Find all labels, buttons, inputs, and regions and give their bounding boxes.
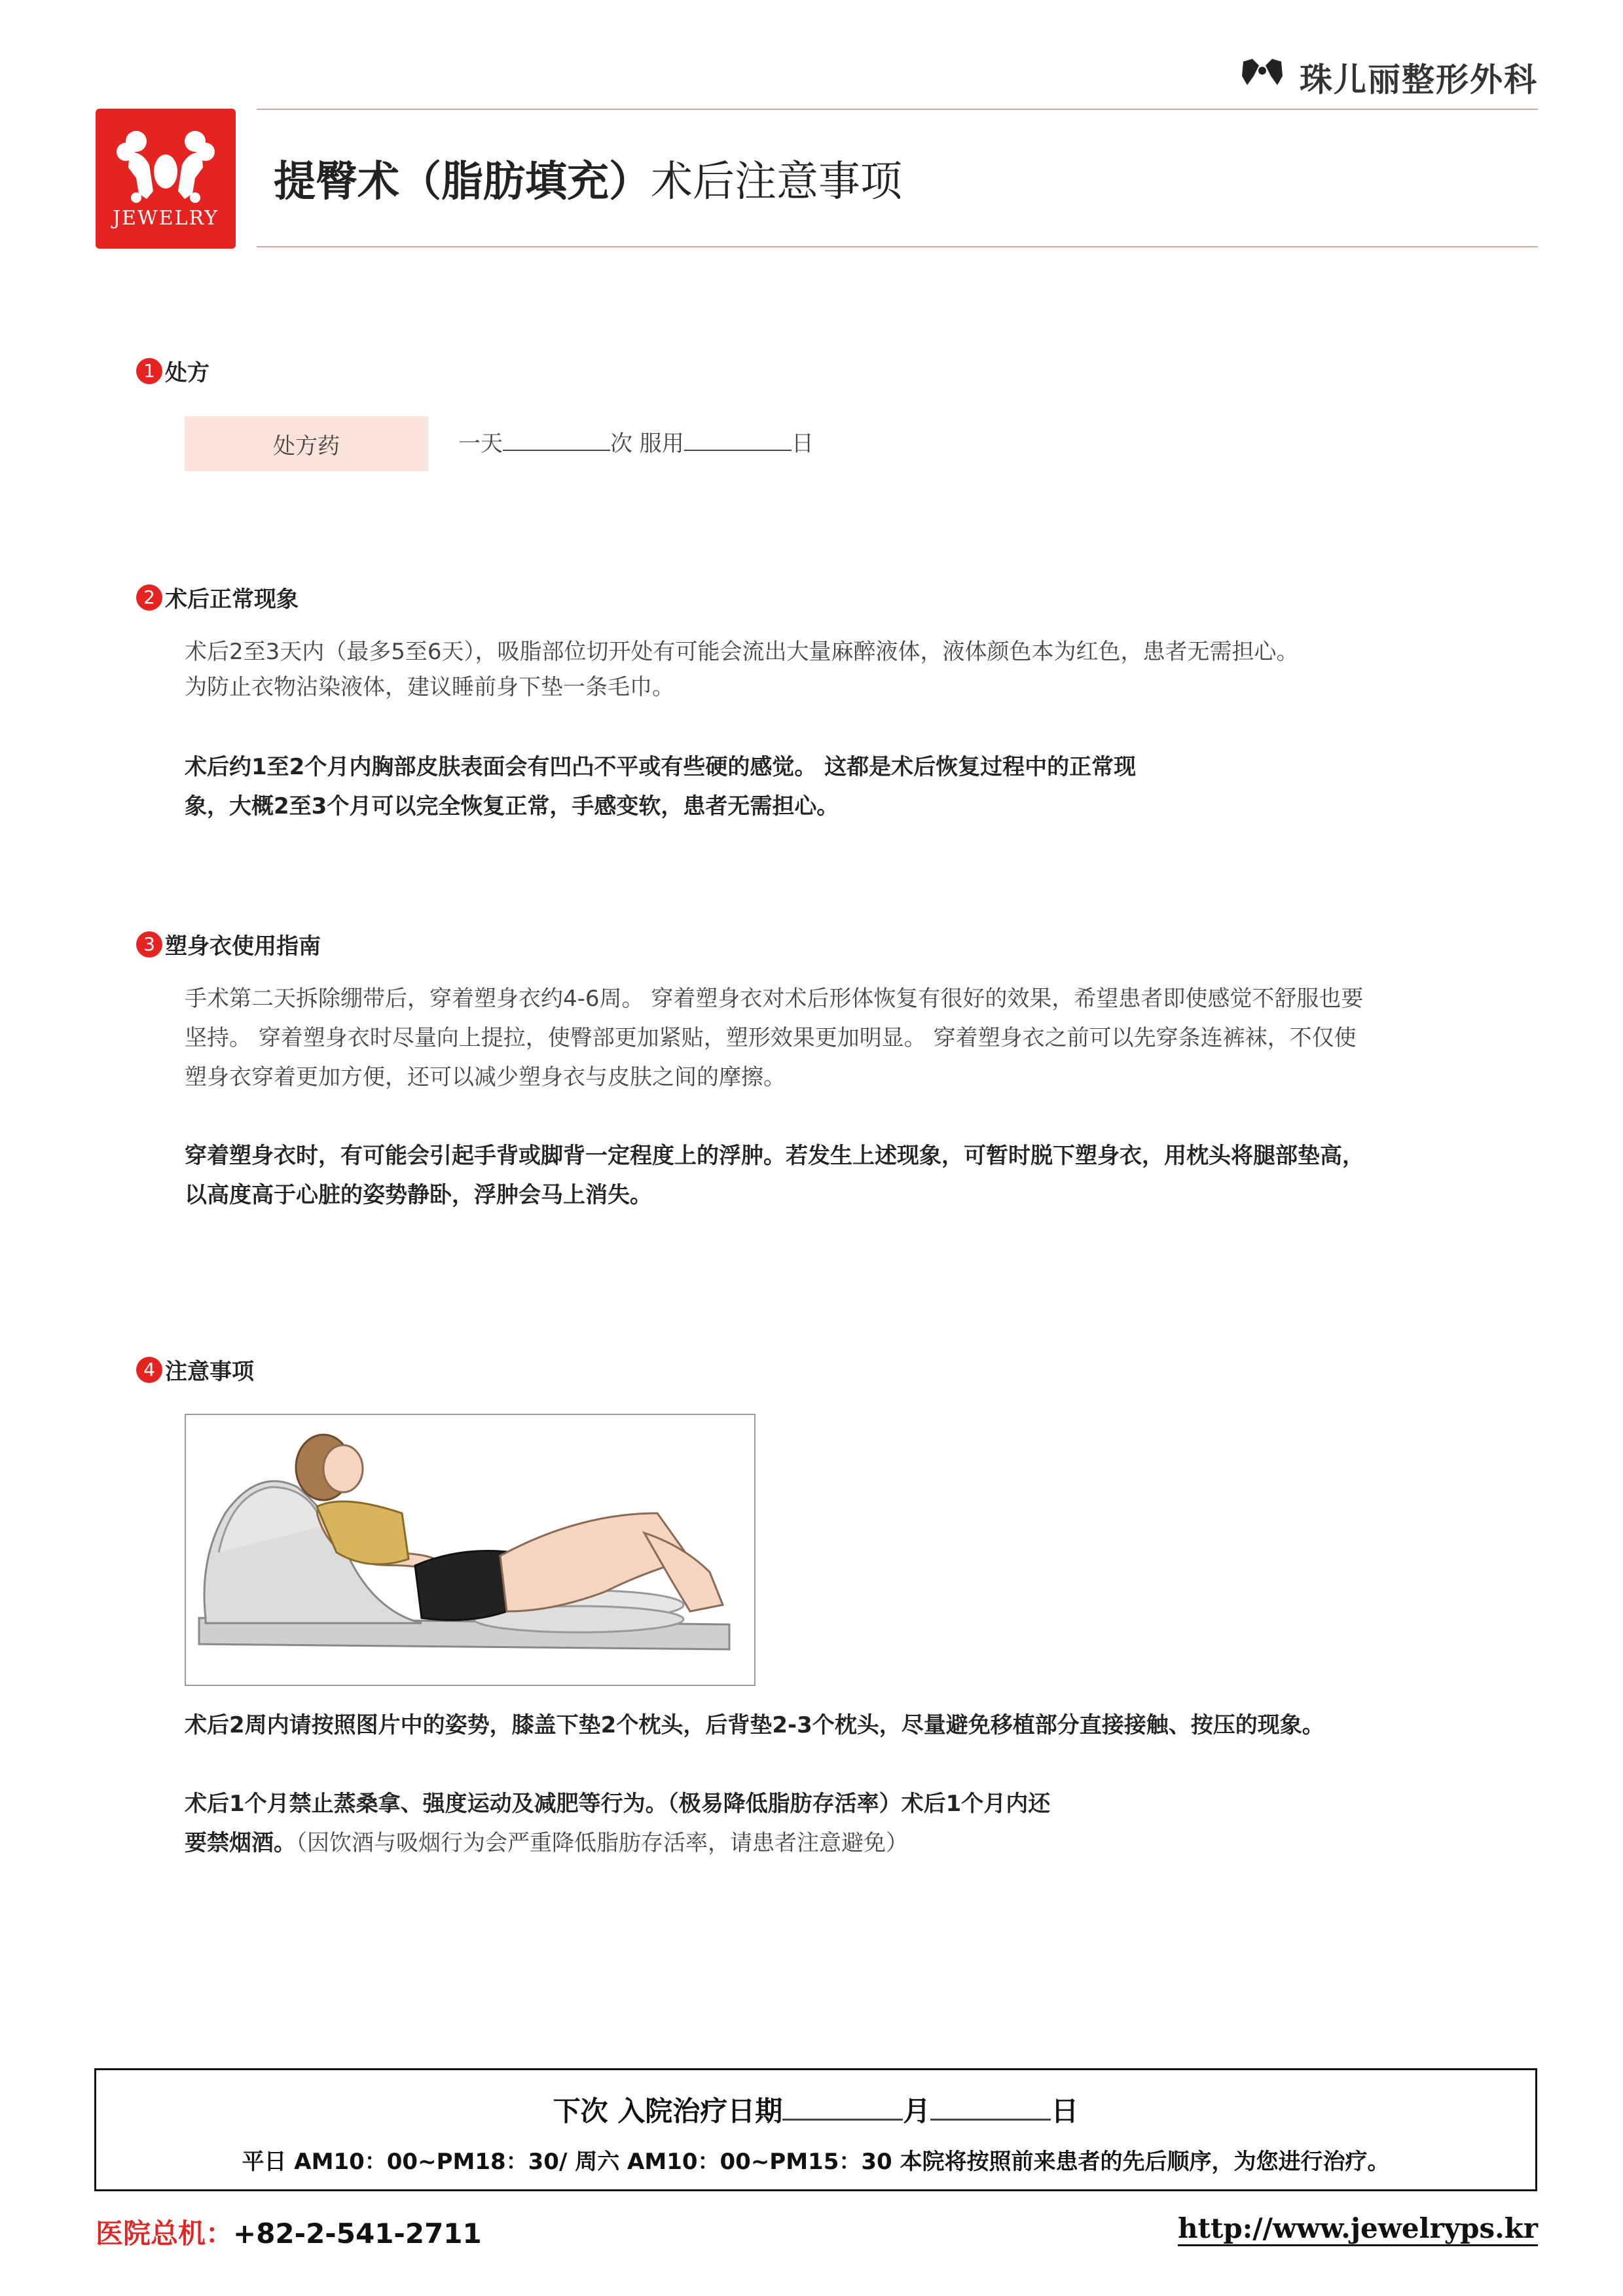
brand-header [1237,54,1538,101]
next-visit-month-blank[interactable] [782,2097,903,2121]
section-number-badge: 4 [136,1357,162,1383]
next-visit-day-blank[interactable] [930,2097,1051,2121]
paragraph-line: 坚持。 穿着塑身衣时尽量向上提拉，使臀部更加紧贴，塑形效果更加明显。 穿着塑身衣之前可以先穿条连裤袜，不仅使 [185,1025,1357,1051]
paragraph-line-normal-part: （因饮酒与吸烟行为会严重降低脂肪存活率，请患者注意避免） [296,1830,908,1856]
poodle-logo-icon [110,126,221,204]
next-visit-month-label: 月 [903,2095,931,2127]
section-heading-precautions [136,1354,254,1386]
phone-label: 医院总机： [96,2217,234,2250]
next-visit-day-label: 日 [1051,2095,1079,2127]
section-heading-text: 塑身衣使用指南 [165,933,321,960]
paragraph-line-bold-part: 要禁烟酒。 [185,1830,296,1856]
section-heading-prescription [136,355,210,387]
prescription-label: 处方药 [273,433,340,459]
prescription-line [458,425,814,457]
next-visit-label: 下次 入院治疗日期 [553,2095,783,2127]
paragraph-line-bold: 术后1个月禁止蒸桑拿、强度运动及减肥等行为。（极易降低脂肪存活率）术后1个月内还 [185,1791,1051,1817]
rx-text-times: 次 服用 [610,431,684,457]
paragraph-line-bold: 以高度高于心脏的姿势静卧，浮肿会马上消失。 [185,1182,652,1208]
section-heading-compression-garment [136,928,321,960]
section-heading-text: 处方 [165,360,210,386]
logo-text: JEWELRY [112,207,219,230]
brand-mark-icon [1237,56,1288,98]
brand-name: 珠儿丽整形外科 [1300,61,1538,99]
paragraph-line: 塑身衣穿着更加方便，还可以减少塑身衣与皮肤之间的摩擦。 [185,1064,786,1090]
next-visit-box [94,2068,1537,2191]
recovery-posture-illustration [185,1414,756,1686]
paragraph-line-bold: 术后约1至2个月内胸部皮肤表面会有凹凸不平或有些硬的感觉。 这都是术后恢复过程中的正常现 [185,754,1137,780]
phone-number[interactable]: +82-2-541-2711 [233,2217,482,2250]
paragraph-line-bold: 象，大概2至3个月可以完全恢复正常，手感变软，患者无需担心。 [185,793,839,819]
paragraph-line: 术后2至3天内（最多5至6天），吸脂部位切开处有可能会流出大量麻醉液体，液体颜色本为红色，患者无需担心。 [185,639,1299,665]
section-heading-text: 术后正常现象 [165,586,299,613]
section-number-badge: 3 [136,931,162,958]
section-heading-text: 注意事项 [165,1359,254,1385]
section-number-badge: 2 [136,584,162,611]
opening-hours: 平日 AM10：00~PM18：30/ 周六 AM10：00~PM15：30 本院将按照前来患者的先后顺序，为您进行治疗。 [242,2149,1390,2175]
header-rule-bottom [257,246,1538,247]
rx-times-blank[interactable] [503,427,610,451]
next-visit-line [96,2090,1535,2129]
section-heading-normal-symptoms [136,581,299,613]
rx-days-blank[interactable] [684,427,792,451]
website-link[interactable]: http://www.jewelryps.kr [1178,2212,1538,2246]
paragraph-line-bold: 术后2周内请按照图片中的姿势，膝盖下垫2个枕头，后背垫2-3个枕头，尽量避免移植部分直接接触、按压的现象。 [185,1712,1324,1738]
logo [96,109,236,249]
page-title-rest: 术后注意事项 [651,158,902,206]
paragraph-line: 为防止衣物沾染液体，建议睡前身下垫一条毛巾。 [185,674,674,700]
prescription-label-box [185,416,428,471]
hospital-phone [96,2212,482,2251]
page-title-bold: 提臀术（脂肪填充） [274,158,651,206]
paragraph-line: 手术第二天拆除绷带后，穿着塑身衣约4-6周。 穿着塑身衣对术后形体恢复有很好的效果，希望患者即使感觉不舒服也要 [185,986,1364,1012]
rx-text-days: 日 [791,431,814,457]
paragraph-line-bold: 穿着塑身衣时，有可能会引起手背或脚背一定程度上的浮肿。若发生上述现象，可暂时脱下塑身衣，用枕头将腿部垫高， [185,1143,1364,1169]
page-title [274,148,902,208]
header-rule-top [257,109,1538,110]
rx-text-per-day: 一天 [458,431,503,457]
paragraph-line-mixed [185,1820,908,1867]
section-number-badge: 1 [136,358,162,384]
